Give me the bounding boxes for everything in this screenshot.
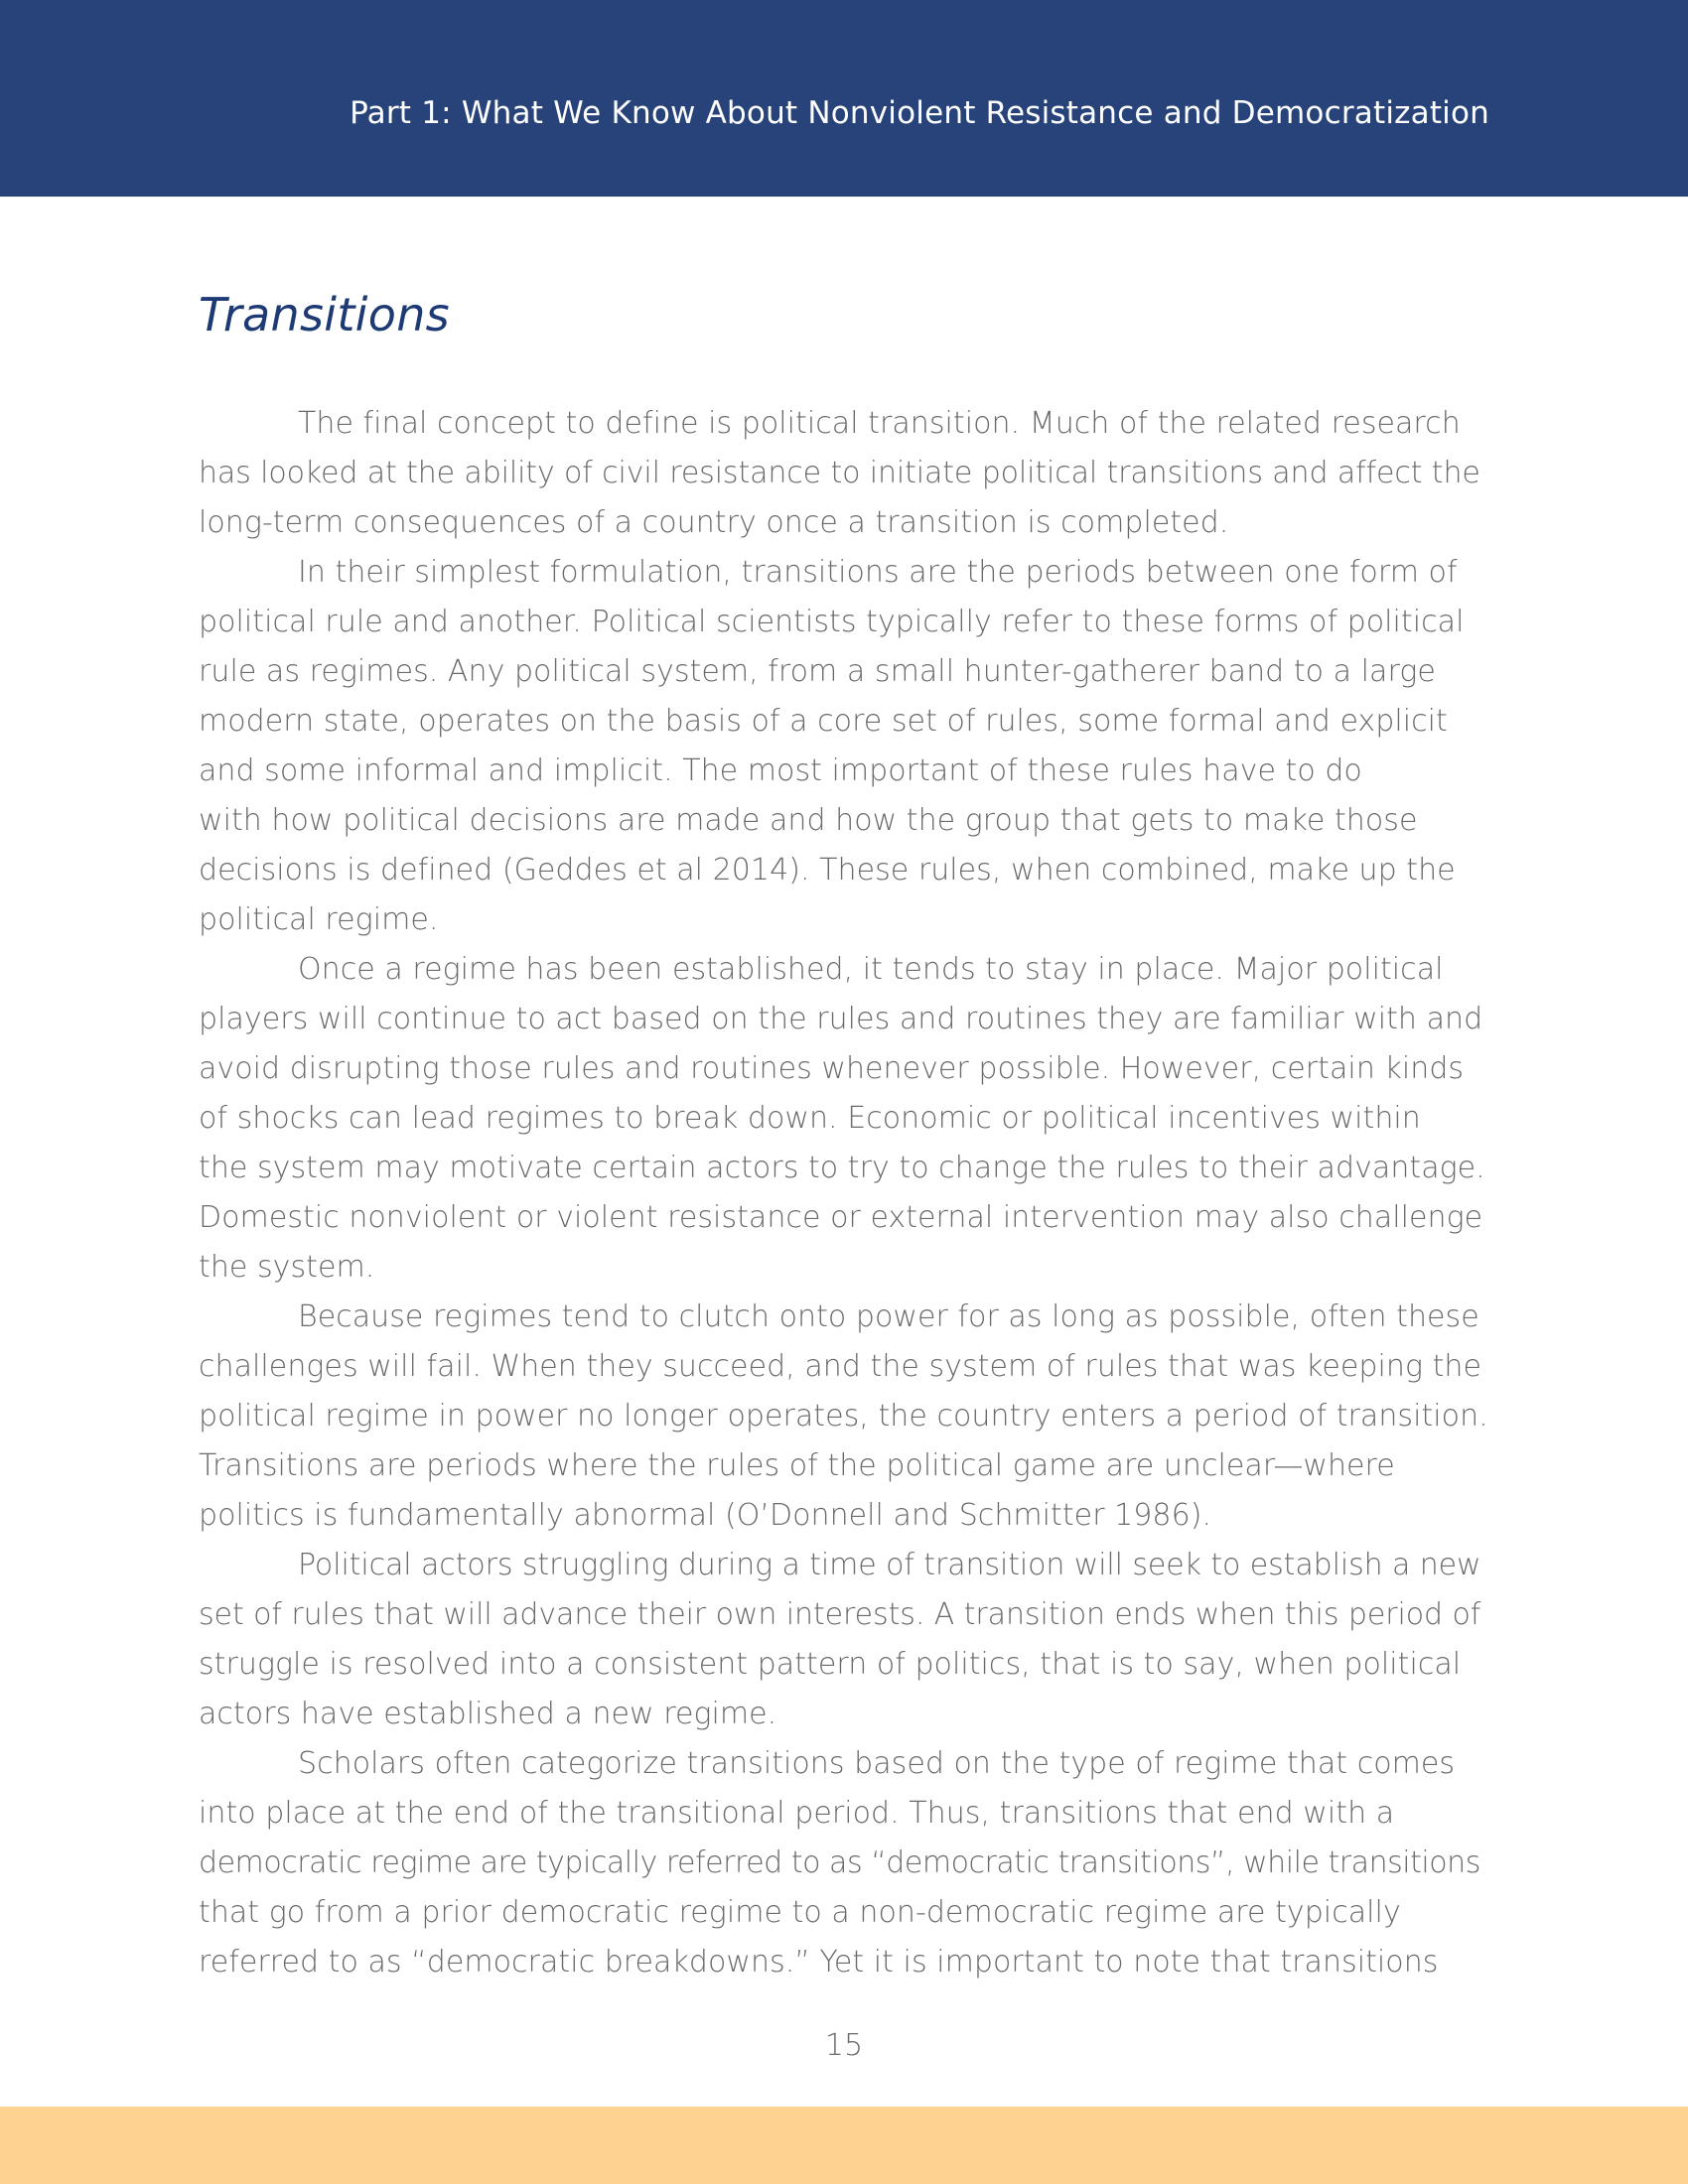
section-title: Transitions [199,288,450,341]
text-line: avoid disrupting those rules and routines whenever possible. However, certain kinds [199,1051,1465,1086]
text-line: modern state, operates on the basis of a core set of rules, some formal and explicit [199,704,1448,739]
paragraph [199,1541,1489,1739]
paragraph [199,945,1489,1293]
text-line: The final concept to define is political transition. Much of the related research [298,406,1461,441]
body-text [199,399,1489,1987]
running-header-title: Part 1: What We Know About Nonviolent Resistance and Democratization [350,95,1489,131]
text-line: referred to as “democratic breakdowns.” Yet it is important to note that transitions [199,1945,1439,1979]
page-number: 15 [824,2028,864,2063]
text-line: the system. [199,1250,375,1285]
text-line: set of rules that will advance their own interests. A transition ends when this period of [199,1597,1481,1632]
text-line: Because regimes tend to clutch onto power for as long as possible, often these [298,1299,1479,1334]
text-line: Transitions are periods where the rules of the political game are unclear—where [199,1448,1395,1483]
text-line: actors have established a new regime. [199,1697,777,1731]
text-line: has looked at the ability of civil resistance to initiate political transitions and affect the [199,456,1480,490]
text-line: political rule and another. Political scientists typically refer to these forms of political [199,605,1465,639]
text-line: rule as regimes. Any political system, from a small hunter-gatherer band to a large [199,654,1436,689]
text-line: that go from a prior democratic regime to a non-democratic regime are typically [199,1895,1401,1930]
footer-band [0,2107,1688,2184]
text-line: players will continue to act based on the rules and routines they are familiar with and [199,1002,1483,1036]
paragraph [199,1739,1489,1987]
text-line: into place at the end of the transitional period. Thus, transitions that end with a [199,1796,1395,1831]
text-line: long-term consequences of a country once a transition is completed. [199,505,1229,540]
text-line: challenges will fail. When they succeed, and the system of rules that was keeping the [199,1349,1481,1384]
text-line: of shocks can lead regimes to break down. Economic or political incentives within [199,1101,1421,1136]
paragraph [199,399,1489,548]
text-line: political regime. [199,902,439,937]
text-line: political regime in power no longer operates, the country enters a period of transition. [199,1399,1488,1433]
paragraph [199,1293,1489,1541]
text-line: Domestic nonviolent or violent resistance or external intervention may also challenge [199,1200,1483,1235]
header-band [0,0,1688,197]
text-line: democratic regime are typically referred to as “democratic transitions”, while transitions [199,1845,1480,1880]
text-line: with how political decisions are made and how the group that gets to make those [199,803,1418,838]
text-line: Once a regime has been established, it tends to stay in place. Major political [298,952,1444,987]
text-line: In their simplest formulation, transitions are the periods between one form of [298,555,1458,590]
paragraph [199,548,1489,945]
text-line: Scholars often categorize transitions based on the type of regime that comes [298,1746,1456,1781]
text-line: Political actors struggling during a time of transition will seek to establish a new [298,1548,1481,1582]
text-line: the system may motivate certain actors to try to change the rules to their advantage. [199,1151,1485,1185]
text-line: politics is fundamentally abnormal (O’Donnell and Schmitter 1986). [199,1498,1212,1533]
text-line: and some informal and implicit. The most important of these rules have to do [199,753,1362,788]
text-line: struggle is resolved into a consistent pattern of politics, that is to say, when political [199,1647,1462,1682]
text-line: decisions is defined (Geddes et al 2014). These rules, when combined, make up the [199,853,1456,887]
